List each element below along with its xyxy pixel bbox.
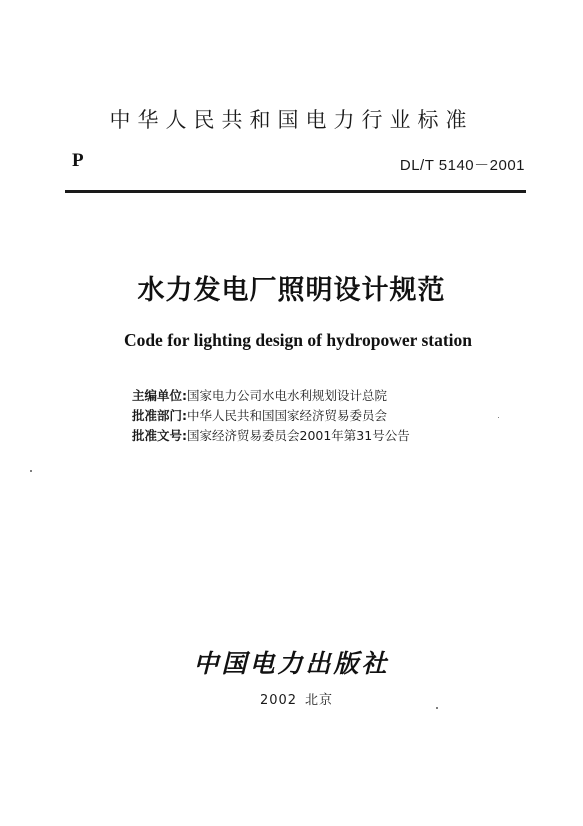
meta-label: 批准文号:	[132, 428, 187, 443]
header-divider	[65, 190, 526, 193]
meta-value: 国家电力公司水电水利规划设计总院	[187, 388, 388, 403]
publisher-name: 中国电力出版社	[193, 649, 390, 678]
scan-speck	[436, 707, 438, 709]
meta-label: 主编单位:	[132, 388, 187, 403]
publication-info	[0, 689, 583, 708]
document-metadata	[132, 386, 410, 446]
meta-value: 中华人民共和国国家经济贸易委员会	[187, 408, 388, 423]
meta-row-approving-dept	[132, 406, 410, 426]
document-title-chinese: 水力发电厂照明设计规范	[137, 275, 446, 306]
meta-row-chief-editor	[132, 386, 410, 406]
meta-label: 批准部门:	[132, 408, 187, 423]
document-title-english: Code for lighting design of hydropower station	[123, 330, 473, 350]
scan-speck	[30, 470, 32, 472]
industry-standard-heading: 中华人民共和国电力行业标准	[109, 108, 474, 132]
publication-city: 北京	[305, 693, 334, 708]
standard-number: DL/T 5140－2001	[399, 157, 525, 174]
meta-row-approval-doc-number	[132, 426, 410, 446]
scan-speck	[498, 417, 499, 418]
publication-year: 2002	[259, 693, 298, 708]
category-code: P	[72, 150, 84, 171]
meta-value: 国家经济贸易委员会2001年第31号公告	[187, 428, 410, 443]
